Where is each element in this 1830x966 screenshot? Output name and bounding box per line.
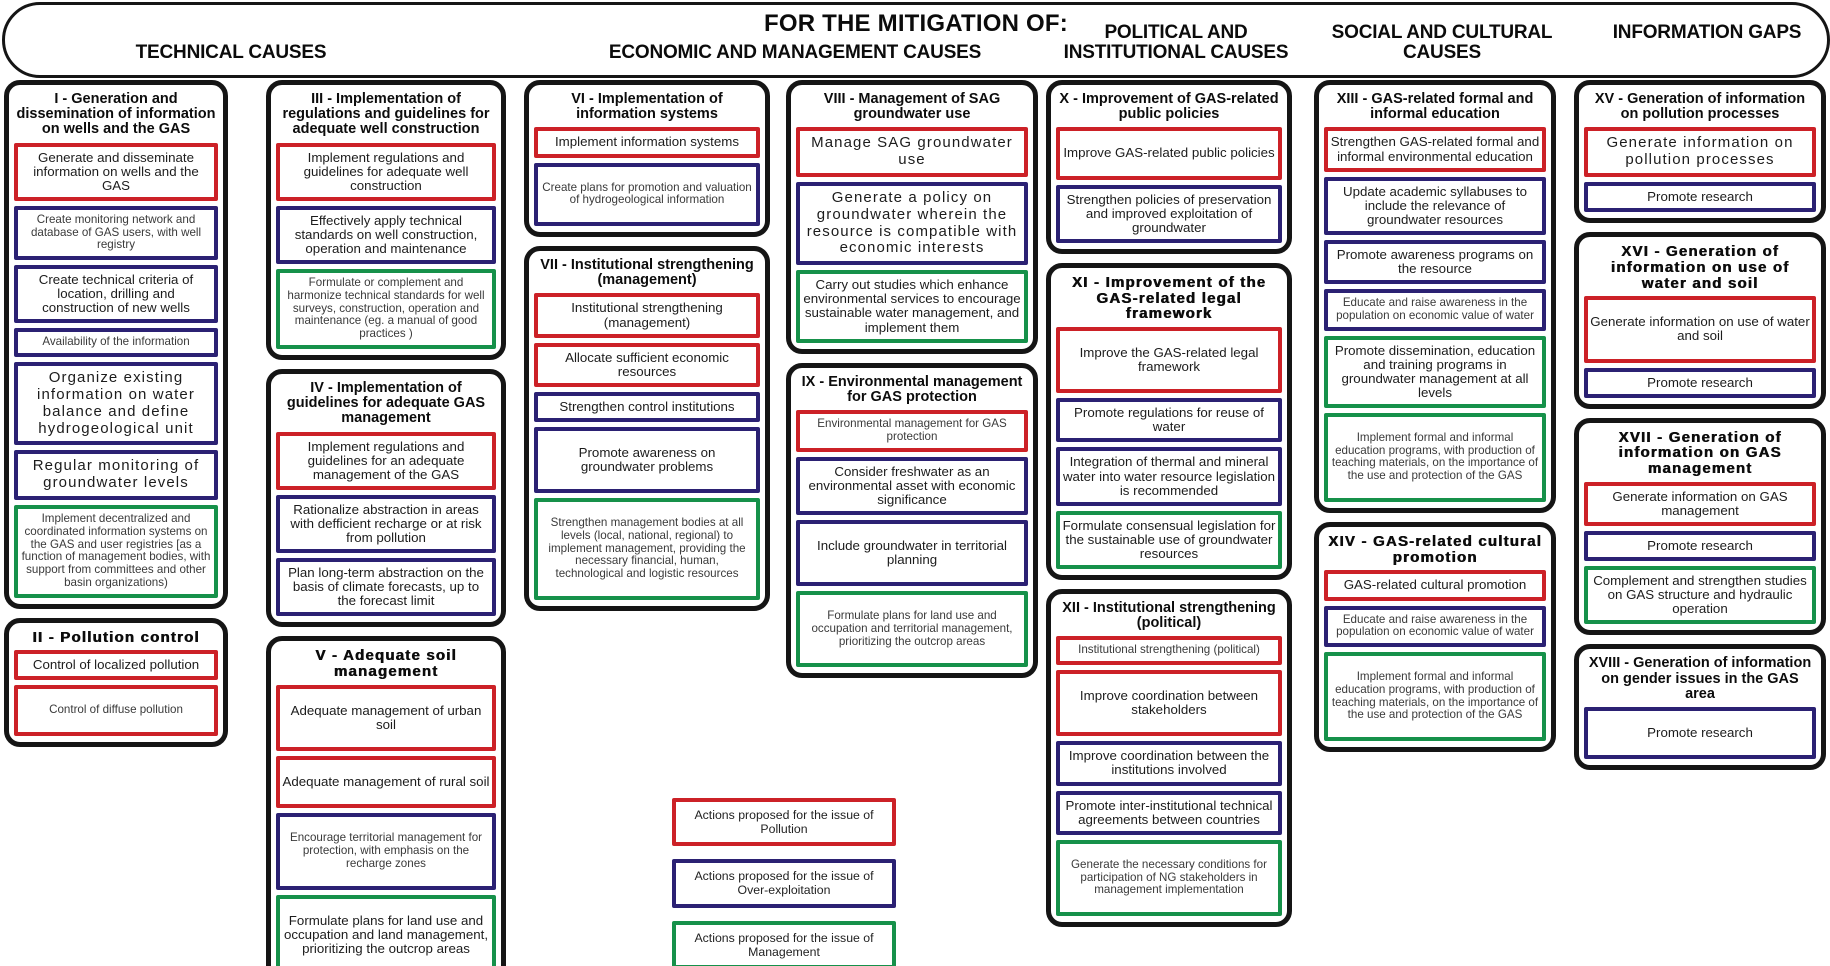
group-title: VIII - Management of SAG groundwater use bbox=[823, 91, 1001, 123]
action-item-pollution: Improve GAS-related public policies bbox=[1056, 127, 1282, 179]
group-title: II - Pollution control bbox=[32, 628, 200, 646]
group-viii bbox=[786, 80, 1038, 354]
diagram-title: FOR THE MITIGATION OF: bbox=[764, 10, 1068, 37]
action-item-management: Complement and strengthen studies on GAS structure and hydraulic operation bbox=[1584, 566, 1816, 624]
diagram-column-3 bbox=[524, 80, 770, 611]
action-item-overexploitation: Promote inter-institutional technical agreements between countries bbox=[1056, 791, 1282, 835]
action-item-pollution: Control of localized pollution bbox=[14, 650, 218, 680]
group-title: XII - Institutional strengthening (political) bbox=[1062, 600, 1276, 632]
group-xvi bbox=[1574, 232, 1826, 409]
action-item-pollution: Generate information on pollution processes bbox=[1584, 127, 1816, 177]
action-item-management: Implement decentralized and coordinated information systems on the GAS and user registries [as a function of management bodies, with support from committees and other basin organizations) bbox=[14, 505, 218, 598]
action-item-pollution: Generate information on use of water and soil bbox=[1584, 296, 1816, 362]
action-item-pollution: GAS-related cultural promotion bbox=[1324, 570, 1546, 600]
group-title: XIII - GAS-related formal and informal education bbox=[1336, 91, 1534, 123]
action-item-overexploitation: Strengthen policies of preservation and improved exploitation of groundwater bbox=[1056, 185, 1282, 243]
legend-item-pollution: Actions proposed for the issue of Pollution bbox=[672, 798, 896, 846]
column-header-technical: TECHNICAL CAUSES bbox=[135, 42, 327, 63]
action-item-overexploitation: Effectively apply technical standards on well construction, operation and maintenance bbox=[276, 206, 496, 264]
action-item-overexploitation: Encourage territorial management for protection, with emphasis on the recharge zones bbox=[276, 813, 496, 889]
action-item-management: Generate the necessary conditions for participation of NG stakeholders in management implementation bbox=[1056, 840, 1282, 916]
action-item-overexploitation: Consider freshwater as an environmental asset with economic significance bbox=[796, 457, 1028, 515]
action-item-pollution: Improve the GAS-related legal framework bbox=[1056, 327, 1282, 393]
action-item-pollution: Institutional strengthening (management) bbox=[534, 293, 760, 337]
group-xiv bbox=[1314, 522, 1556, 752]
action-item-overexploitation: Regular monitoring of groundwater levels bbox=[14, 450, 218, 500]
group-title: VII - Institutional strengthening (management) bbox=[540, 257, 754, 289]
group-xiii bbox=[1314, 80, 1556, 513]
legend-item-overexploitation: Actions proposed for the issue of Over-exploitation bbox=[672, 859, 896, 907]
column-header-information: INFORMATION GAPS bbox=[1612, 22, 1802, 43]
group-title: IX - Environmental management for GAS protection bbox=[801, 373, 1023, 405]
action-item-overexploitation: Create technical criteria of location, drilling and construction of new wells bbox=[14, 265, 218, 323]
action-item-overexploitation: Include groundwater in territorial planning bbox=[796, 520, 1028, 586]
action-item-overexploitation: Educate and raise awareness in the population on economic value of water bbox=[1324, 289, 1546, 331]
diagram-column-7 bbox=[1574, 80, 1826, 770]
action-item-management: Implement formal and informal education programs, with production of teaching materials, on the importance of the use and protection of the GAS bbox=[1324, 413, 1546, 502]
group-xv bbox=[1574, 80, 1826, 223]
action-item-overexploitation: Integration of thermal and mineral water into water resource legislation is recommended bbox=[1056, 447, 1282, 505]
action-item-overexploitation: Promote research bbox=[1584, 182, 1816, 212]
action-item-pollution: Implement regulations and guidelines for an adequate management of the GAS bbox=[276, 432, 496, 490]
action-item-management: Carry out studies which enhance environmental services to encourage sustainable water management, and implement them bbox=[796, 270, 1028, 342]
group-title: XVII - Generation of information on GAS management bbox=[1618, 428, 1782, 478]
legend bbox=[672, 798, 896, 966]
column-header-social: SOCIAL AND CULTURAL CAUSES bbox=[1331, 22, 1553, 63]
action-item-management: Strengthen management bodies at all levels (local, national, regional) to implement management, providing the necessary financial, human, technological and logistic resources bbox=[534, 498, 760, 600]
action-item-pollution: Adequate management of urban soil bbox=[276, 685, 496, 751]
diagram-column-6 bbox=[1314, 80, 1556, 752]
action-item-overexploitation: Promote regulations for reuse of water bbox=[1056, 398, 1282, 442]
action-item-pollution: Institutional strengthening (political) bbox=[1056, 636, 1282, 665]
action-item-overexploitation: Strengthen control institutions bbox=[534, 392, 760, 422]
action-item-pollution: Improve coordination between stakeholders bbox=[1056, 670, 1282, 736]
diagram-column-5 bbox=[1046, 80, 1292, 927]
column-header-political: POLITICAL AND INSTITUTIONAL CAUSES bbox=[1063, 22, 1289, 63]
action-item-management: Formulate consensual legislation for the sustainable use of groundwater resources bbox=[1056, 511, 1282, 569]
group-ix bbox=[786, 363, 1038, 679]
group-title: XV - Generation of information on pollution processes bbox=[1594, 91, 1806, 123]
action-item-pollution: Environmental management for GAS protection bbox=[796, 410, 1028, 452]
action-item-overexploitation: Promote research bbox=[1584, 368, 1816, 398]
action-item-management: Implement formal and informal education programs, with production of teaching materials, on the importance of the use and protection of the GAS bbox=[1324, 652, 1546, 741]
diagram-column-1 bbox=[4, 80, 228, 747]
action-item-overexploitation: Improve coordination between the institutions involved bbox=[1056, 741, 1282, 785]
action-item-overexploitation: Promote awareness programs on the resource bbox=[1324, 240, 1546, 284]
group-vii bbox=[524, 246, 770, 611]
action-item-pollution: Manage SAG groundwater use bbox=[796, 127, 1028, 177]
group-title: I - Generation and dissemination of information on wells and the GAS bbox=[16, 91, 216, 138]
group-title: V - Adequate soil management bbox=[315, 647, 457, 681]
action-item-pollution: Generate and disseminate information on wells and the GAS bbox=[14, 143, 218, 201]
group-vi bbox=[524, 80, 770, 237]
action-item-pollution: Implement information systems bbox=[534, 127, 760, 157]
action-item-management: Formulate plans for land use and occupation and territorial management, prioritizing the outcrop areas bbox=[796, 591, 1028, 667]
action-item-overexploitation: Create plans for promotion and valuation of hydrogeological information bbox=[534, 163, 760, 227]
action-item-overexploitation: Organize existing information on water balance and define hydrogeological unit bbox=[14, 362, 218, 445]
group-title: XVIII - Generation of information on gender issues in the GAS area bbox=[1588, 655, 1812, 702]
diagram-column-4 bbox=[786, 80, 1038, 678]
group-i bbox=[4, 80, 228, 609]
group-xi bbox=[1046, 263, 1292, 580]
action-item-management: Promote dissemination, education and training programs in groundwater management at all levels bbox=[1324, 336, 1546, 408]
group-xvii bbox=[1574, 418, 1826, 636]
group-title: XI - Improvement of the GAS-related legal framework bbox=[1071, 273, 1267, 323]
group-xviii bbox=[1574, 644, 1826, 770]
legend-item-management: Actions proposed for the issue of Management bbox=[672, 921, 896, 966]
group-title: X - Improvement of GAS-related public policies bbox=[1059, 91, 1279, 123]
group-iv bbox=[266, 369, 506, 628]
action-item-pollution: Control of diffuse pollution bbox=[14, 685, 218, 736]
action-item-pollution: Strengthen GAS-related formal and informal environmental education bbox=[1324, 127, 1546, 171]
header-box bbox=[2, 2, 1830, 78]
diagram-column-2 bbox=[266, 80, 506, 966]
action-item-overexploitation: Plan long-term abstraction on the basis of climate forecasts, up to the forecast limit bbox=[276, 558, 496, 616]
group-iii bbox=[266, 80, 506, 360]
action-item-overexploitation: Promote research bbox=[1584, 707, 1816, 759]
action-item-management: Formulate plans for land use and occupation and land management, prioritizing the outcrop areas bbox=[276, 895, 496, 966]
group-title: XVI - Generation of information on use of water and soil bbox=[1610, 243, 1790, 292]
group-x bbox=[1046, 80, 1292, 254]
group-title: IV - Implementation of guidelines for adequate GAS management bbox=[286, 379, 486, 427]
action-item-overexploitation: Educate and raise awareness in the population on economic value of water bbox=[1324, 606, 1546, 648]
group-title: XIV - GAS-related cultural promotion bbox=[1328, 532, 1542, 566]
group-title: VI - Implementation of information systems bbox=[571, 91, 723, 123]
group-title: III - Implementation of regulations and guidelines for adequate well construction bbox=[282, 91, 490, 138]
action-item-pollution: Allocate sufficient economic resources bbox=[534, 343, 760, 387]
group-v bbox=[266, 636, 506, 966]
group-ii bbox=[4, 618, 228, 748]
action-item-pollution: Adequate management of rural soil bbox=[276, 756, 496, 808]
action-item-overexploitation: Generate a policy on groundwater wherein the resource is compatible with economic interests bbox=[796, 182, 1028, 265]
action-item-pollution: Generate information on GAS management bbox=[1584, 482, 1816, 526]
action-item-overexploitation: Rationalize abstraction in areas with defficient recharge or at risk from pollution bbox=[276, 495, 496, 553]
action-item-overexploitation: Create monitoring network and database of GAS users, with well registry bbox=[14, 206, 218, 260]
action-item-pollution: Implement regulations and guidelines for adequate well construction bbox=[276, 143, 496, 201]
group-xii bbox=[1046, 589, 1292, 927]
action-item-overexploitation: Availability of the information bbox=[14, 328, 218, 357]
action-item-management: Formulate or complement and harmonize technical standards for well surveys, construction, operation and maintenance (eg. a manual of good practices ) bbox=[276, 269, 496, 349]
column-header-economic: ECONOMIC AND MANAGEMENT CAUSES bbox=[608, 42, 982, 63]
action-item-overexploitation: Promote awareness on groundwater problems bbox=[534, 427, 760, 493]
action-item-overexploitation: Promote research bbox=[1584, 531, 1816, 561]
action-item-overexploitation: Update academic syllabuses to include the relevance of groundwater resources bbox=[1324, 177, 1546, 235]
